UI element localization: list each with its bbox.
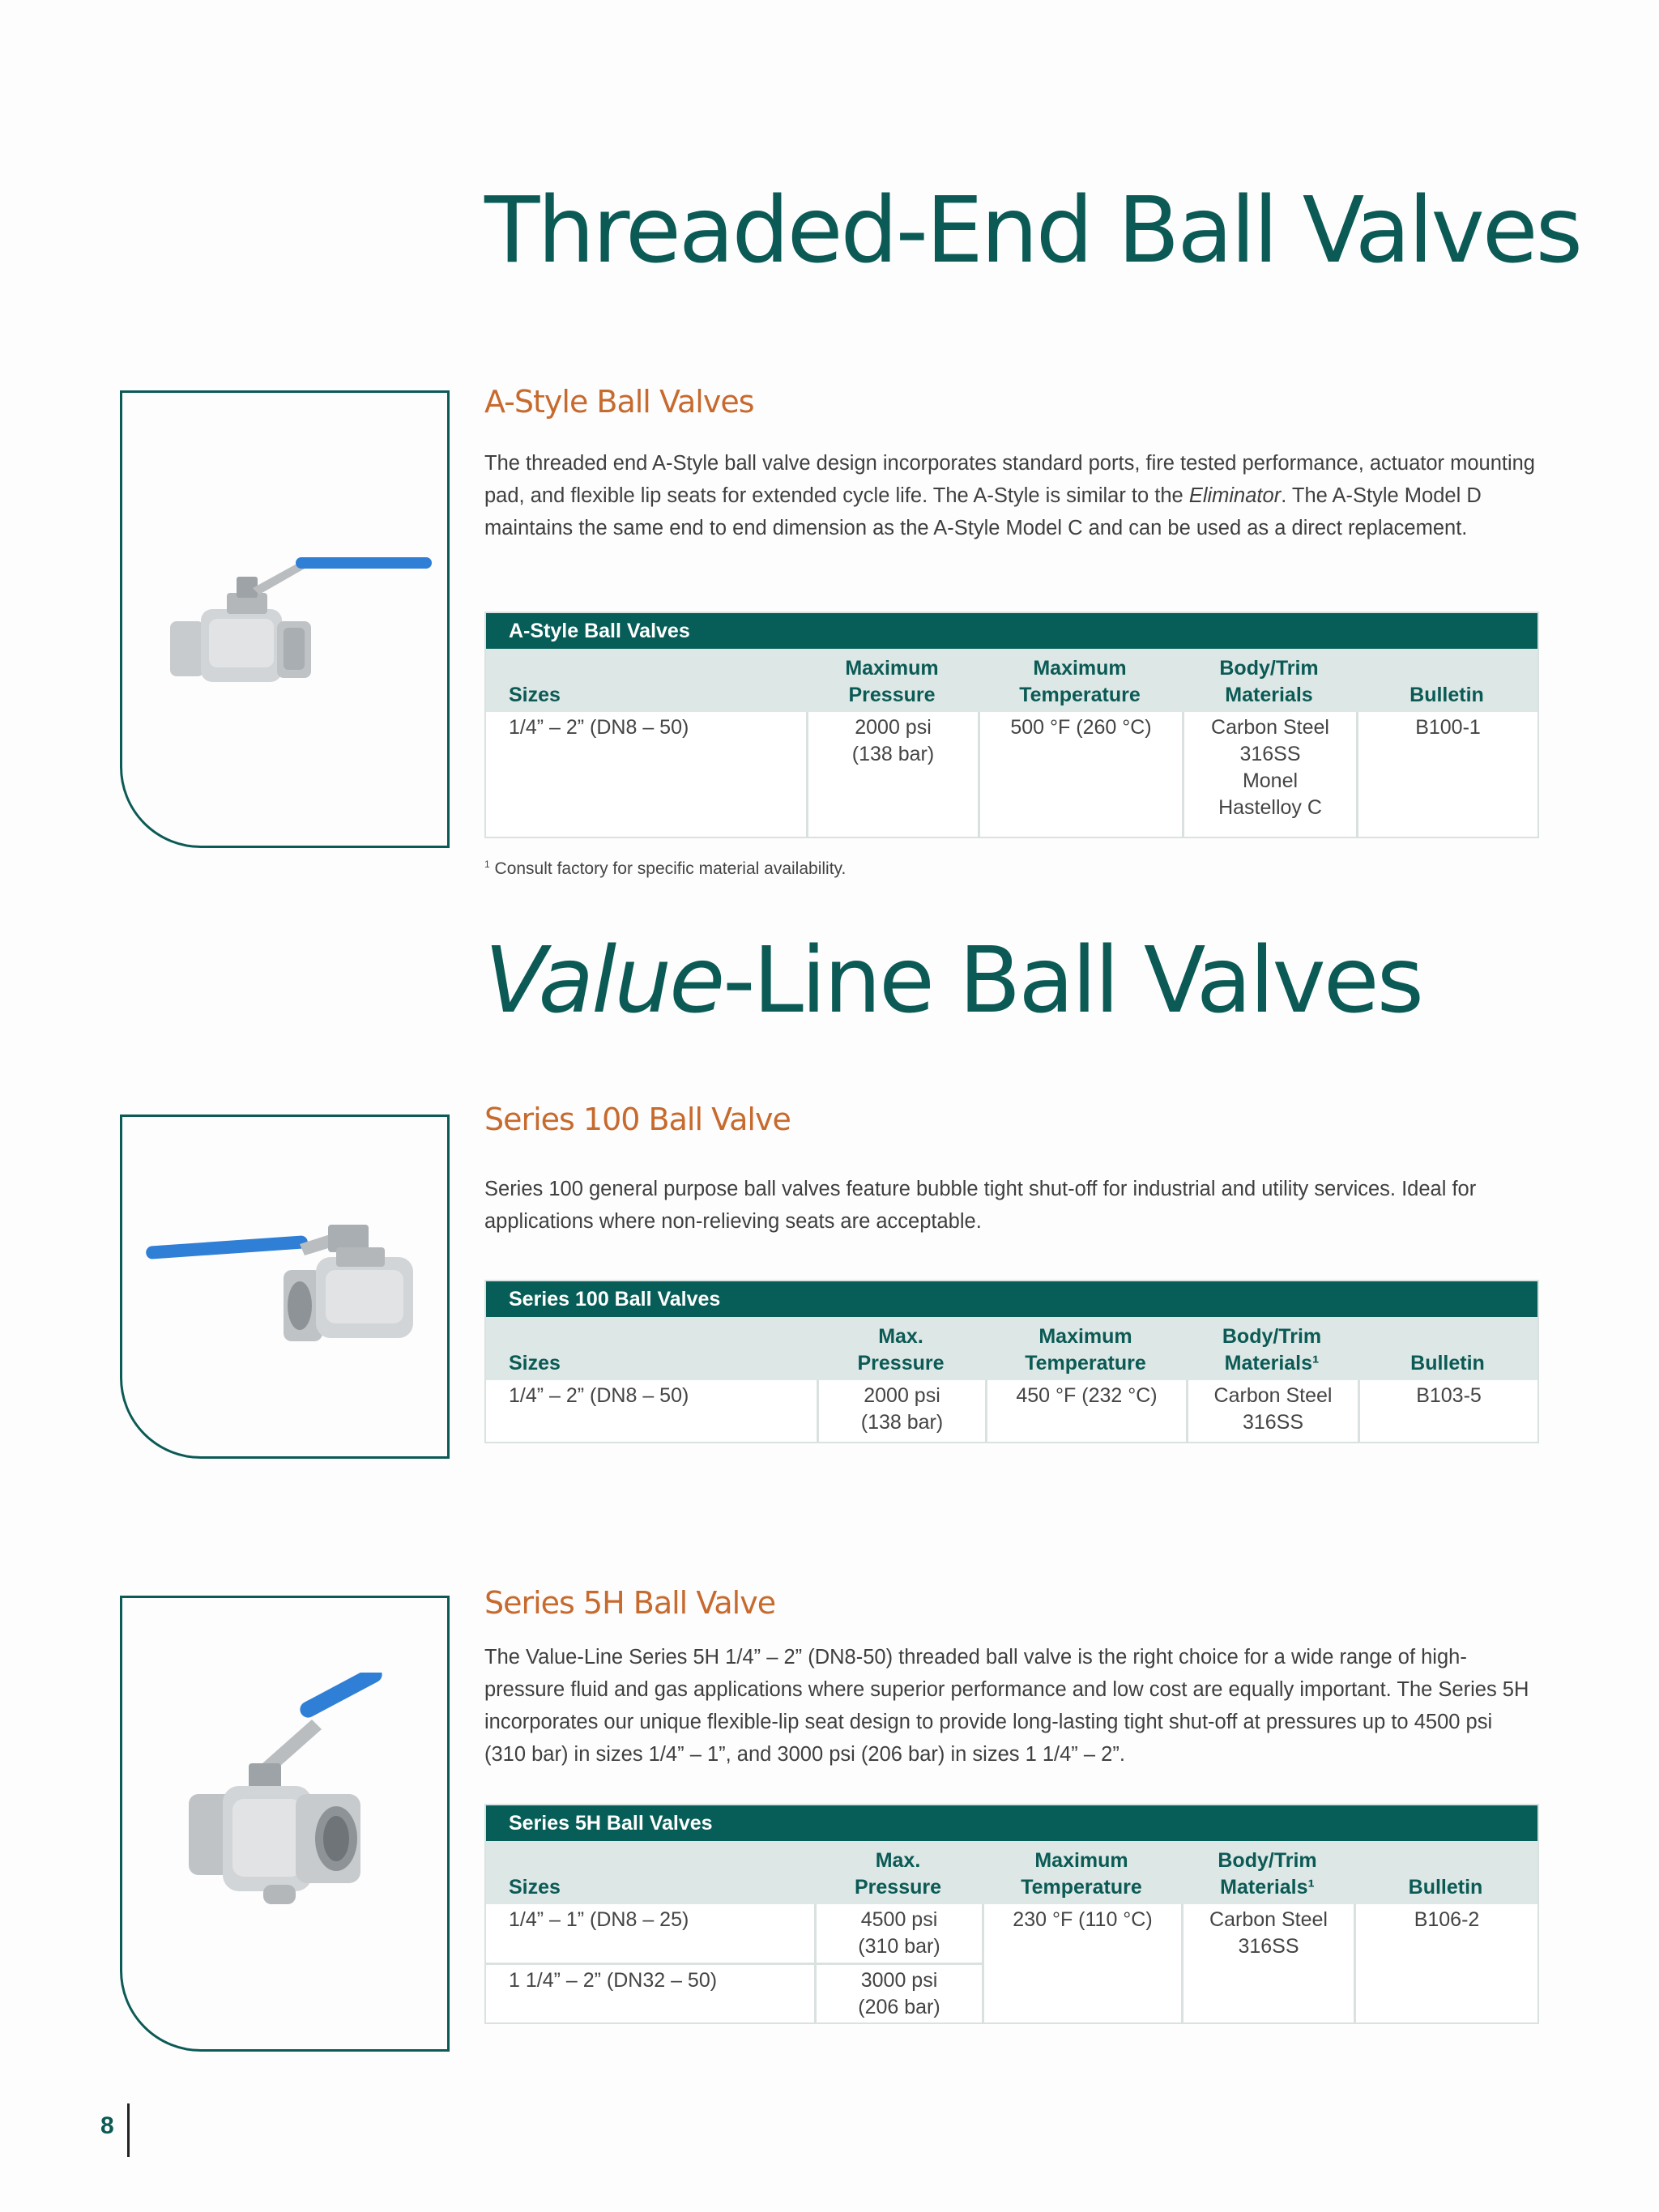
col-bulletin-header: Bulletin [1410, 1352, 1485, 1375]
cell-size: 1/4” – 1” (DN8 – 25) [509, 1908, 689, 1931]
a-style-description [484, 447, 1537, 544]
series-100-valve-photo [138, 1207, 429, 1361]
col-pressure-header: Maximum Pressure [845, 657, 939, 706]
col-bulletin-header: Bulletin [1410, 684, 1484, 706]
a-style-heading: A-Style Ball Valves [484, 384, 754, 420]
col-temperature-header: Maximum Temperature [1021, 1849, 1142, 1899]
col-sizes-header: Sizes [509, 684, 561, 706]
table-title: Series 100 Ball Valves [486, 1281, 1537, 1317]
table-row [486, 1380, 1537, 1442]
a-style-desc-1: The threaded end A-Style ball valve design incorporates standard ports, fire tested performance, actuator mounting pad, and flexible lip seats for extended cycle life. The A-Style is similar to the [484, 452, 1535, 507]
table-title: A-Style Ball Valves [486, 613, 1537, 649]
cell-size: 1 1/4” – 2” (DN32 – 50) [509, 1968, 718, 1992]
table-header-row [486, 1841, 1537, 1904]
page-title-threaded: Threaded-End Ball Valves [484, 178, 1580, 283]
col-bulletin-header: Bulletin [1408, 1876, 1483, 1899]
sizes-pressure-group [486, 1904, 982, 2022]
cell-temperature: 230 °F (110 °C) [982, 1904, 1181, 2022]
cell-pressure: 4500 psi (310 bar) [814, 1904, 982, 1963]
col-temperature-header: Maximum Temperature [1019, 657, 1141, 706]
table-row [486, 712, 1537, 837]
cell-materials: Carbon Steel 316SS [1186, 1380, 1358, 1442]
cell-bulletin: B106-2 [1354, 1904, 1537, 2022]
col-materials-header: Body/Trim Materials¹ [1218, 1849, 1317, 1899]
title-rest: -Line Ball Valves [723, 928, 1422, 1034]
col-temperature-header: Maximum Temperature [1025, 1325, 1146, 1375]
title-italic-value: Value [484, 928, 723, 1034]
cell-bulletin: B100-1 [1356, 712, 1537, 837]
cell-temperature: 450 °F (232 °C) [985, 1380, 1186, 1442]
cell-materials: Carbon Steel 316SS [1181, 1904, 1354, 2022]
series-5h-spec-table [484, 1804, 1539, 2024]
series-100-spec-table [484, 1280, 1539, 1443]
series-5h-heading: Series 5H Ball Valve [484, 1585, 776, 1621]
table-title: Series 5H Ball Valves [486, 1805, 1537, 1841]
col-sizes-header: Sizes [509, 1352, 561, 1375]
footnote-text: Consult factory for specific material availability. [494, 859, 847, 878]
col-materials-header: Body/Trim Materials [1219, 657, 1319, 706]
cell-materials: Carbon Steel 316SS Monel Hastelloy C [1182, 712, 1356, 837]
col-materials-header: Body/Trim Materials¹ [1222, 1325, 1322, 1375]
cell-pressure: 2000 psi (138 bar) [817, 1380, 985, 1442]
a-style-valve-photo [162, 544, 437, 706]
col-sizes-header: Sizes [509, 1876, 561, 1899]
table-header-row [486, 1317, 1537, 1380]
cell-temperature: 500 °F (260 °C) [978, 712, 1182, 837]
series-5h-description: The Value-Line Series 5H 1/4” – 2” (DN8-50) threaded ball valve is the right choice for a wide range of high-pressure fluid and gas applications where superior performance and low cost are equally important. The Series 5H incorporates our unique flexible-lip seat design to provide long-lasting tight shut-off at pressures up to 4500 psi (310 bar) in sizes 1/4” – 1”, and 3000 psi (206 bar) in sizes 1 1/4” – 2”. [484, 1646, 1529, 1766]
series-100-description: Series 100 general purpose ball valves feature bubble tight shut-off for industrial and utility services. Ideal for applications where non-relieving seats are acceptable. [484, 1178, 1477, 1233]
page-title-value-line [484, 927, 1422, 1035]
table-header-row [486, 649, 1537, 712]
series-5h-valve-photo [174, 1673, 385, 1916]
a-style-desc-eliminator: Eliminator [1188, 484, 1282, 507]
page-number-divider [127, 2103, 130, 2157]
table-row [486, 1904, 1537, 2022]
page-number: 8 [100, 2112, 114, 2139]
cell-pressure: 2000 psi (138 bar) [806, 712, 978, 837]
table-subrow [486, 1963, 982, 2023]
a-style-spec-table [484, 612, 1539, 838]
a-style-footnote [484, 859, 846, 879]
cell-pressure: 3000 psi (206 bar) [814, 1965, 982, 2023]
cell-bulletin: B103-5 [1358, 1380, 1537, 1442]
col-pressure-header: Max. Pressure [857, 1325, 945, 1375]
footnote-mark: 1 [484, 859, 490, 870]
series-100-heading: Series 100 Ball Valve [484, 1102, 791, 1137]
a-style-desc-2: . The A-Style Model D maintains the same end to end dimension as the A-Style Model C and can be used as a direct replacement. [484, 484, 1482, 539]
table-subrow [486, 1904, 982, 1963]
col-pressure-header: Max. Pressure [854, 1849, 942, 1899]
cell-size: 1/4” – 2” (DN8 – 50) [509, 1384, 689, 1407]
cell-size: 1/4” – 2” (DN8 – 50) [509, 716, 689, 739]
